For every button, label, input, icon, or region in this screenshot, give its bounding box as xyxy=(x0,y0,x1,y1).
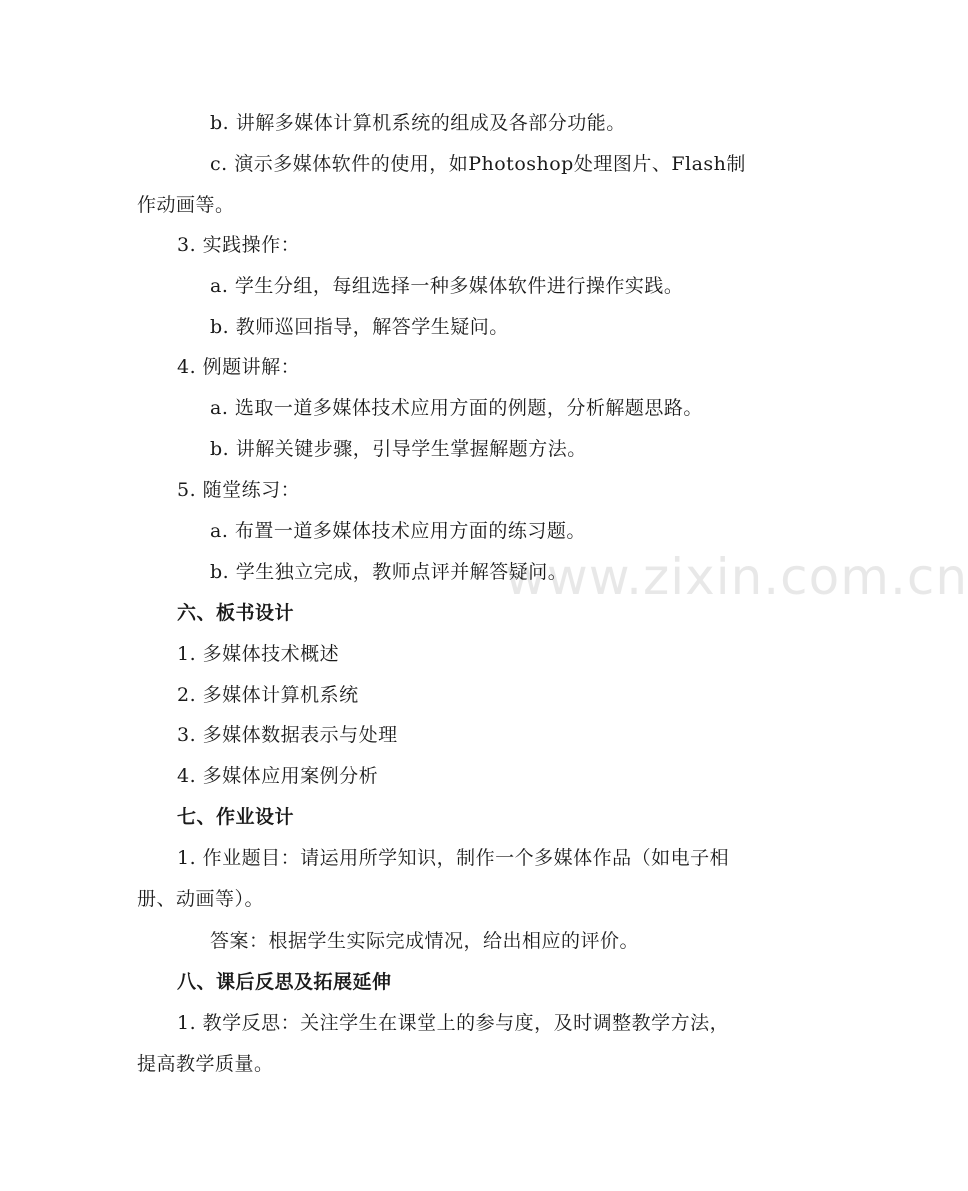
text-line: b. 讲解多媒体计算机系统的组成及各部分功能。 xyxy=(210,112,626,134)
section-heading: 七、作业设计 xyxy=(177,806,295,828)
text-line: b. 学生独立完成，教师点评并解答疑问。 xyxy=(210,561,568,583)
text-line: a. 学生分组，每组选择一种多媒体软件进行操作实践。 xyxy=(210,275,684,297)
text-line: 提高教学质量。 xyxy=(137,1053,274,1075)
list-item: 4. 例题讲解： xyxy=(177,356,301,378)
section-heading: 八、课后反思及拓展延伸 xyxy=(177,971,392,993)
text-line: b. 讲解关键步骤，引导学生掌握解题方法。 xyxy=(210,438,587,460)
list-item: 3. 实践操作： xyxy=(177,234,301,256)
list-item: 1. 教学反思：关注学生在课堂上的参与度，及时调整教学方法， xyxy=(177,1012,730,1034)
text-line: c. 演示多媒体软件的使用，如Photoshop处理图片、Flash制 xyxy=(210,153,746,175)
text-line: a. 选取一道多媒体技术应用方面的例题，分析解题思路。 xyxy=(210,397,703,419)
watermark: www.zixin.com.cn xyxy=(505,548,968,606)
section-heading: 六、板书设计 xyxy=(177,602,295,624)
list-item: 1. 作业题目：请运用所学知识，制作一个多媒体作品（如电子相 xyxy=(177,847,730,869)
list-item: 5. 随堂练习： xyxy=(177,479,301,501)
text-line: 册、动画等）。 xyxy=(137,888,265,910)
list-item: 2. 多媒体计算机系统 xyxy=(177,684,359,706)
text-line: a. 布置一道多媒体技术应用方面的练习题。 xyxy=(210,520,586,542)
list-item: 4. 多媒体应用案例分析 xyxy=(177,765,379,787)
text-line: b. 教师巡回指导，解答学生疑问。 xyxy=(210,316,509,338)
list-item: 1. 多媒体技术概述 xyxy=(177,643,340,665)
list-item: 3. 多媒体数据表示与处理 xyxy=(177,724,398,746)
text-line: 答案：根据学生实际完成情况，给出相应的评价。 xyxy=(210,930,640,952)
text-line: 作动画等。 xyxy=(137,194,235,216)
